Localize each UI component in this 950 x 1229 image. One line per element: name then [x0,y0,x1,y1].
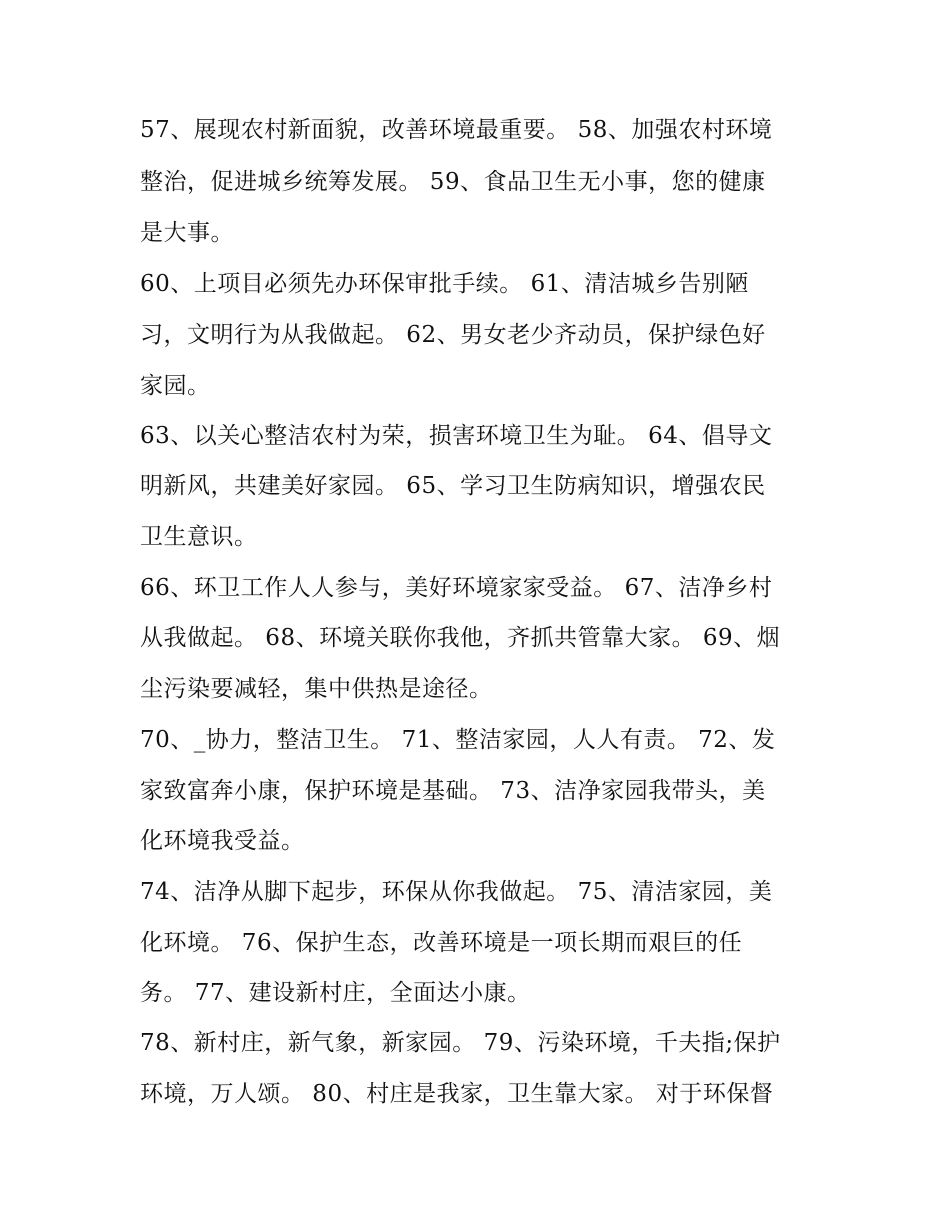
text-line: 是大事。 [140,220,234,246]
text-line: 70、_协力，整洁卫生。 71、整洁家园，人人有责。 72、发 [140,727,776,753]
text-line: 化环境我受益。 [140,828,305,854]
text-line: 习，文明行为从我做起。 62、男女老少齐动员，保护绿色好 [140,322,766,348]
text-line: 60、上项目必须先办环保审批手续。 61、清洁城乡告别陋 [140,271,749,297]
text-line: 环境，万人颂。 80、村庄是我家，卫生靠大家。 对于环保督 [140,1081,774,1107]
text-line: 78、新村庄，新气象，新家园。 79、污染环境，千夫指;保护 [140,1030,781,1056]
text-line: 明新风，共建美好家园。 65、学习卫生防病知识，增强农民 [140,473,766,499]
text-line: 66、环卫工作人人参与，美好环境家家受益。 67、洁净乡村 [140,575,773,601]
text-line: 家园。 [140,373,211,399]
text-line: 57、展现农村新面貌，改善环境最重要。 58、加强农村环境 [140,117,773,143]
text-line: 63、以关心整洁农村为荣，损害环境卫生为耻。 64、倡导文 [140,423,773,449]
text-line: 化环境。 76、保护生态，改善环境是一项长期而艰巨的任 [140,930,743,956]
text-line: 卫生意识。 [140,524,258,550]
text-line: 务。 77、建设新村庄，全面达小康。 [140,980,531,1006]
text-line: 整治，促进城乡统筹发展。 59、食品卫生无小事，您的健康 [140,169,766,195]
text-line: 家致富奔小康，保护环境是基础。 73、洁净家园我带头，美 [140,778,766,804]
text-line: 74、洁净从脚下起步，环保从你我做起。 75、清洁家园，美 [140,879,773,905]
text-line: 从我做起。 68、环境关联你我他，齐抓共管靠大家。 69、烟 [140,625,781,651]
text-line: 尘污染要减轻，集中供热是途径。 [140,676,493,702]
